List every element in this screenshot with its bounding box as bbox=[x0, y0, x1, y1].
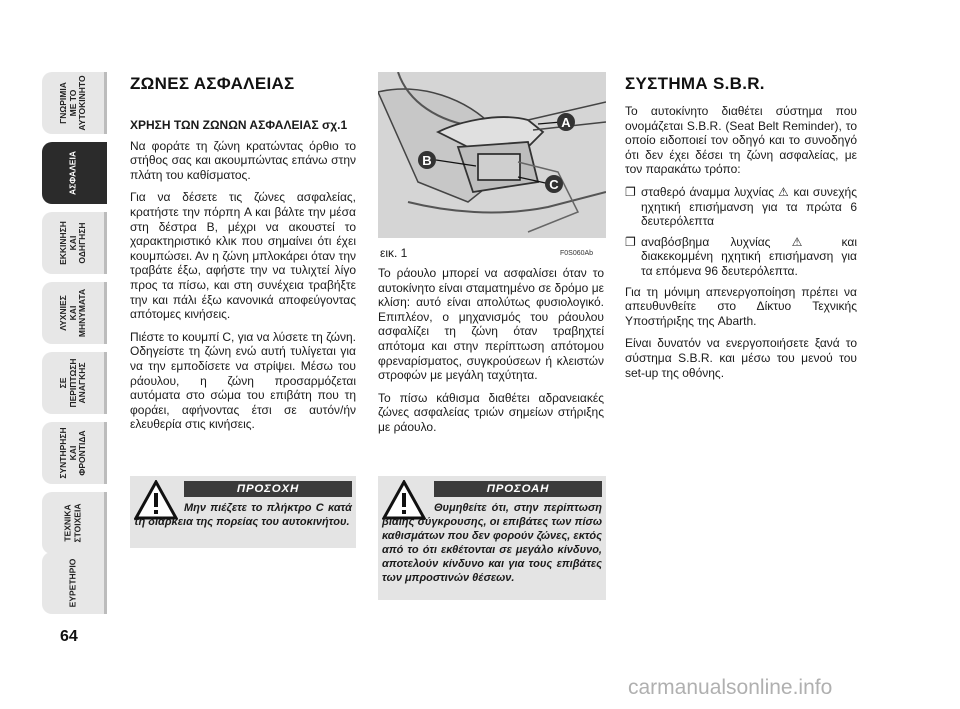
tab-label: ΕΚΚΙΝΗΣΗ ΚΑΙ ΟΔΗΓΗΣΗ bbox=[57, 221, 87, 265]
paragraph: Το πίσω κάθισμα διαθέτει αδρανειακές ζώνες ασφαλείας τριών σημείων στήριξης με ράουλο. bbox=[378, 390, 604, 434]
paragraph: Το αυτοκίνητο διαθέτει σύστημα που ονομάζεται S.B.R. (Seat Belt Reminder), το οποίο ειδοποιεί τον οδηγό και το συνοδηγό ότι δεν έχει δέσει τη ζώνη ασφαλείας, με τον παρακάτω τρόπο: bbox=[625, 104, 857, 177]
caution-text: Μην πιέζετε το πλήκτρο C κατά τη διάρκεια της πορείας του αυτοκινήτου. bbox=[134, 502, 352, 528]
callout-c: C bbox=[549, 177, 559, 192]
page-number: 64 bbox=[60, 628, 78, 645]
tab-label: ΣΥΝΤΗΡΗΣΗ ΚΑΙ ΦΡΟΝΤΙΔΑ bbox=[57, 427, 87, 479]
paragraph: Πιέστε το κουμπί C, για να λύσετε τη ζώνη. Οδηγείστε τη ζώνη ενώ αυτή τυλίγεται για να την εμποδίσετε να στρίψει. Μέσω του ράουλου, η ζώνη προσαρμόζεται αυτόματα στο σώμα του επιβάτη που τη φοράει, αφήνοντας έτσι σε αυτόν/ήν ελευθερία στις κινήσεις. bbox=[130, 329, 356, 432]
paragraph: Είναι δυνατόν να ενεργοποιήσετε ξανά το σύστημα S.B.R. και μέσω του μενού του set-up της οθόνης. bbox=[625, 336, 857, 380]
tab-label: ΛΥΧΝΙΕΣ ΚΑΙ ΜΗΝΥΜΑΤΑ bbox=[57, 288, 87, 338]
tab-safety[interactable] bbox=[42, 142, 107, 204]
section-title: ΣΥΣΤΗΜΑ S.B.R. bbox=[625, 74, 765, 93]
right-column bbox=[625, 104, 857, 388]
danger-title: ΠΡΟΣΟΑΗ bbox=[434, 481, 602, 497]
bullet-text: σταθερό άναμμα λυχνίας ⚠ και συνεχής ηχητική επισήμανση για τα πρώτα 6 δευτερόλεπτα bbox=[641, 184, 857, 229]
tab-label: ΕΥΡΕΤΗΡΙΟ bbox=[67, 558, 78, 608]
callout-b: B bbox=[422, 153, 432, 168]
tab-index[interactable] bbox=[42, 552, 107, 614]
checkbox-bullet-icon: ❐ bbox=[625, 234, 636, 249]
figure-code: F0S060Ab bbox=[560, 250, 594, 257]
left-column bbox=[130, 118, 356, 440]
danger-text: Θυμηθείτε ότι, στην περίπτωση βίαιης σύγκρουσης, οι επιβάτες των πίσω καθισμάτων που δεν φορούν ζώνες, εκτός από το ότι εκθέτονται σε μεγάλο κίνδυνο, αποτελούν κίνδυνο και για τους επιβάτες των μπροστινών θέσεων. bbox=[382, 502, 602, 584]
tab-lights-messages[interactable] bbox=[42, 282, 107, 344]
watermark: carmanualsonline.info bbox=[628, 676, 833, 699]
paragraph: Για τη μόνιμη απενεργοποίηση πρέπει να απευθυνθείτε στο Δίκτυο Τεχνικής Υποστήριξης της Abarth. bbox=[625, 284, 857, 328]
checkbox-bullet-icon: ❐ bbox=[625, 184, 636, 199]
danger-box bbox=[378, 476, 606, 600]
page-title: ΖΩΝΕΣ ΑΣΦΑΛΕΙΑΣ bbox=[130, 74, 295, 93]
caution-box bbox=[130, 476, 356, 548]
caution-title: ΠΡΟΣΟΧΗ bbox=[184, 481, 352, 497]
figure-caption: εικ. 1 bbox=[380, 246, 408, 260]
middle-column bbox=[378, 266, 604, 443]
section-subtitle: ΧΡΗΣΗ ΤΩΝ ΖΩΝΩΝ ΑΣΦΑΛΕΙΑΣ σχ.1 bbox=[130, 118, 348, 132]
tab-label: ΣΕ ΠΕΡΙΠΤΩΣΗ ΑΝΑΓΚΗΣ bbox=[57, 358, 87, 408]
tab-starting-driving[interactable] bbox=[42, 212, 107, 274]
tab-maintenance[interactable] bbox=[42, 422, 107, 484]
tab-label: ΓΝΩΡΙΜΙΑ ΜΕ ΤΟ ΑΥΤΟΚΙΝΗΤΟ bbox=[57, 75, 87, 131]
list-item bbox=[625, 235, 857, 279]
list-item bbox=[625, 185, 857, 229]
tab-technical-data[interactable] bbox=[42, 492, 107, 554]
tab-emergency[interactable] bbox=[42, 352, 107, 414]
paragraph: Να φοράτε τη ζώνη κρατώντας όρθιο το στήθος σας και ακουμπώντας επάνω στην πλάτη του καθίσματος. bbox=[130, 138, 356, 182]
bullet-text: αναβόσβημα λυχνίας ⚠ και διακεκομμένη ηχητική επισήμανση για τα επόμενα 96 δευτερόλεπτα. bbox=[641, 234, 857, 278]
seat-belt-illustration bbox=[378, 72, 606, 238]
seat-belt-figure bbox=[378, 72, 606, 238]
callout-a: A bbox=[561, 115, 571, 130]
tab-getting-to-know[interactable] bbox=[42, 72, 107, 134]
paragraph: Το ράουλο μπορεί να ασφαλίσει όταν το αυτοκίνητο είναι σταματημένο σε δρόμο με κλίση: αυτό είναι απολύτως φυσιολογικό. Επιπλέον, ο μηχανισμός του ράουλου ασφαλίζει τη ζώνη όταν τραβηχτεί απότομα και στην περίπτωση απότομου φρεναρίσματος, συγκρούσεων ή κλειστών στροφών με μεγάλη ταχύτητα. bbox=[378, 266, 604, 383]
paragraph: Για να δέσετε τις ζώνες ασφαλείας, κρατήστε την πόρπη A και βάλτε την μέσα στη δέστρα B, μέχρι να ακουστεί το χαρακτηριστικό κλικ που σημαίνει ότι έχει κουμπώσει. Αν η ζώνη μπλοκάρει όταν την τραβάτε έξω, αφήστε την να τυλιχτεί λίγο προς τα πίσω, και στη συνέχεια τραβήξτε την και πάλι έξω κανονικά αποφεύγοντας απότομες κινήσεις. bbox=[130, 190, 356, 322]
tab-label: ΑΣΦΑΛΕΙΑ bbox=[67, 151, 78, 195]
tab-label: ΤΕΧΝΙΚΑ ΣΤΟΙΧΕΙΑ bbox=[62, 503, 82, 543]
